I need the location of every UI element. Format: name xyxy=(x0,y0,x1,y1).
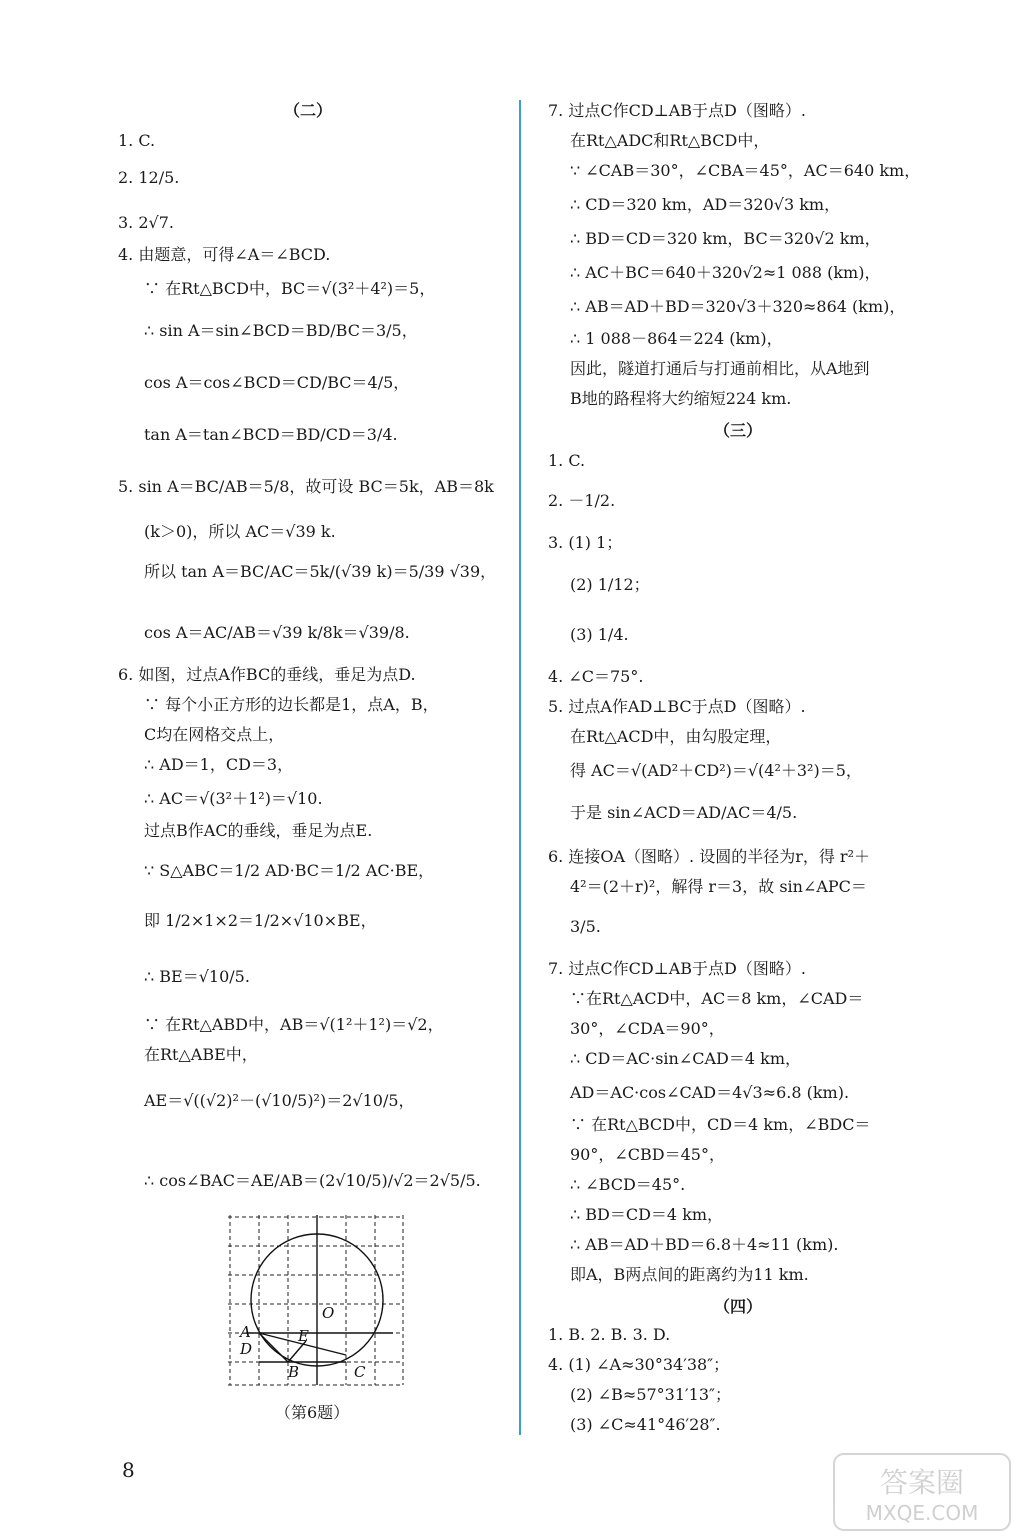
right-column-line: 6. 连接OA（图略）. 设圆的半径为r，得 r²＋ xyxy=(548,847,870,866)
right-column-line: 90°，∠CBD＝45°， xyxy=(570,1145,725,1164)
right-column-line: ∵在Rt△ACD中，AC＝8 km，∠CAD＝ xyxy=(570,989,864,1008)
right-column-line: (3) ∠C≈41°46′28″. xyxy=(570,1415,721,1434)
right-column-line: 4²＝(2＋r)²，解得 r＝3，故 sin∠APC＝ xyxy=(570,877,867,896)
right-column-line: 3/5. xyxy=(570,917,601,936)
left-column-line: ∵ 在Rt△BCD中，BC＝√(3²＋4²)＝5， xyxy=(144,279,436,298)
right-column-line: B地的路程将大约缩短224 km. xyxy=(570,389,792,408)
label-e: E xyxy=(298,1327,309,1345)
left-column-line: ∵ 每个小正方形的边长都是1，点A，B， xyxy=(144,695,439,714)
label-c: C xyxy=(354,1363,366,1381)
left-column-line: (k＞0)，所以 AC＝√39 k. xyxy=(144,522,336,541)
label-b: B xyxy=(288,1363,300,1381)
right-column-line: 于是 sin∠ACD＝AD/AC＝4/5. xyxy=(570,803,798,822)
column-divider xyxy=(519,100,521,1435)
label-o: O xyxy=(322,1304,335,1322)
left-column-line: AE＝√((√2)²－(√10/5)²)＝2√10/5， xyxy=(144,1091,415,1110)
right-column-line: 1. B. 2. B. 3. D. xyxy=(548,1325,671,1344)
right-column-line: ∴ CD＝320 km，AD＝320√3 km， xyxy=(570,195,841,214)
right-column-line: 7. 过点C作CD⊥AB于点D（图略）. xyxy=(548,101,806,120)
left-column-line: ∵ 在Rt△ABD中，AB＝√(1²＋1²)＝√2， xyxy=(144,1015,444,1034)
left-column-line: ∴ BE＝√10/5. xyxy=(144,967,250,986)
label-d: D xyxy=(240,1340,253,1358)
page-number: 8 xyxy=(122,1458,135,1482)
svg-text:答案圈: 答案圈 xyxy=(879,1466,965,1499)
left-column-line: ∴ AC＝√(3²＋1²)＝√10. xyxy=(144,789,323,808)
svg-text:MXQE.COM: MXQE.COM xyxy=(865,1501,979,1525)
left-column-line: ∴ AD＝1，CD＝3， xyxy=(144,755,294,774)
right-column-line: ∴ BD＝CD＝4 km， xyxy=(570,1205,724,1224)
left-column-line: （二） xyxy=(284,101,333,120)
left-column-line: 6. 如图，过点A作BC的垂线，垂足为点D. xyxy=(118,665,416,684)
left-column-line: 5. sin A＝BC/AB＝5/8，故可设 BC＝5k，AB＝8k xyxy=(118,477,494,496)
right-column-line: 4. ∠C＝75°. xyxy=(548,667,644,686)
right-column-line: 7. 过点C作CD⊥AB于点D（图略）. xyxy=(548,959,806,978)
right-column-line: (2) ∠B≈57°31′13″； xyxy=(570,1385,732,1404)
right-column-line: (3) 1/4. xyxy=(570,625,629,644)
right-column-line: 1. C. xyxy=(548,451,586,470)
right-column-line: 3. (1) 1； xyxy=(548,533,623,552)
right-column-line: ∴ AC＋BC＝640＋320√2≈1 088 (km)， xyxy=(570,263,881,282)
left-column-line: tan A＝tan∠BCD＝BD/CD＝3/4. xyxy=(144,425,398,444)
right-column-line: ∴ AB＝AD＋BD＝6.8＋4≈11 (km). xyxy=(570,1235,839,1254)
grid-lines xyxy=(228,1215,403,1385)
right-column-line: 在Rt△ACD中，由勾股定理， xyxy=(570,727,782,746)
left-column-line: ∴ sin A＝sin∠BCD＝BD/BC＝3/5， xyxy=(144,321,418,340)
right-column-line: 即A，B两点间的距离约为11 km. xyxy=(570,1265,809,1284)
right-column-line: 得 AC＝√(AD²＋CD²)＝√(4²＋3²)＝5， xyxy=(570,761,862,780)
left-column-line: 2. 12/5. xyxy=(118,168,180,187)
watermark-logo xyxy=(832,1452,1012,1532)
left-column-line: 4. 由题意，可得∠A＝∠BCD. xyxy=(118,245,331,264)
right-column-line: ∴ AB＝AD＋BD＝320√3＋320≈864 (km)， xyxy=(570,297,906,316)
right-column-line: （三） xyxy=(714,421,763,440)
left-column-line: 过点B作AC的垂线，垂足为点E. xyxy=(144,821,373,840)
figure-problem-6 xyxy=(228,1215,406,1387)
right-column-line: 30°，∠CDA＝90°， xyxy=(570,1019,725,1038)
right-column-line: 在Rt△ADC和Rt△BCD中， xyxy=(570,131,770,150)
right-column-line: ∵ 在Rt△BCD中，CD＝4 km，∠BDC＝ xyxy=(570,1115,871,1134)
left-column-line: 1. C. xyxy=(118,131,156,150)
left-column-line: 3. 2√7. xyxy=(118,213,174,232)
left-column-line: C均在网格交点上， xyxy=(144,725,285,744)
right-column-line: ∵ ∠CAB＝30°，∠CBA＝45°，AC＝640 km， xyxy=(570,161,921,180)
left-column-line: cos A＝AC/AB＝√39 k/8k＝√39/8. xyxy=(144,623,410,642)
right-column-line: 5. 过点A作AD⊥BC于点D（图略）. xyxy=(548,697,806,716)
right-column-line: (2) 1/12； xyxy=(570,575,650,594)
right-column-line: ∴ ∠BCD＝45°. xyxy=(570,1175,686,1194)
label-a: A xyxy=(240,1323,251,1341)
right-column-line: ∴ BD＝CD＝320 km，BC＝320√2 km， xyxy=(570,229,881,248)
figure-caption: （第6题） xyxy=(275,1403,350,1422)
left-column-line: 所以 tan A＝BC/AC＝5k/(√39 k)＝5/39 √39， xyxy=(144,562,497,581)
left-column-line: ∴ cos∠BAC＝AE/AB＝(2√10/5)/√2＝2√5/5. xyxy=(144,1171,481,1190)
right-column-line: ∴ CD＝AC·sin∠CAD＝4 km， xyxy=(570,1049,802,1068)
right-column-line: AD＝AC·cos∠CAD＝4√3≈6.8 (km). xyxy=(570,1083,850,1102)
left-column-line: 在Rt△ABE中， xyxy=(144,1045,258,1064)
right-column-line: （四） xyxy=(714,1297,763,1316)
right-column-line: ∴ 1 088－864＝224 (km)， xyxy=(570,329,783,348)
right-column-line: 2. －1/2. xyxy=(548,491,616,510)
right-column-line: 因此，隧道打通后与打通前相比，从A地到 xyxy=(570,359,870,378)
left-column-line: 即 1/2×1×2＝1/2×√10×BE， xyxy=(144,911,377,930)
right-column-line: 4. (1) ∠A≈30°34′38″； xyxy=(548,1355,730,1374)
left-column-line: ∵ S△ABC＝1/2 AD·BC＝1/2 AC·BE， xyxy=(144,861,435,880)
left-column-line: cos A＝cos∠BCD＝CD/BC＝4/5， xyxy=(144,373,410,392)
